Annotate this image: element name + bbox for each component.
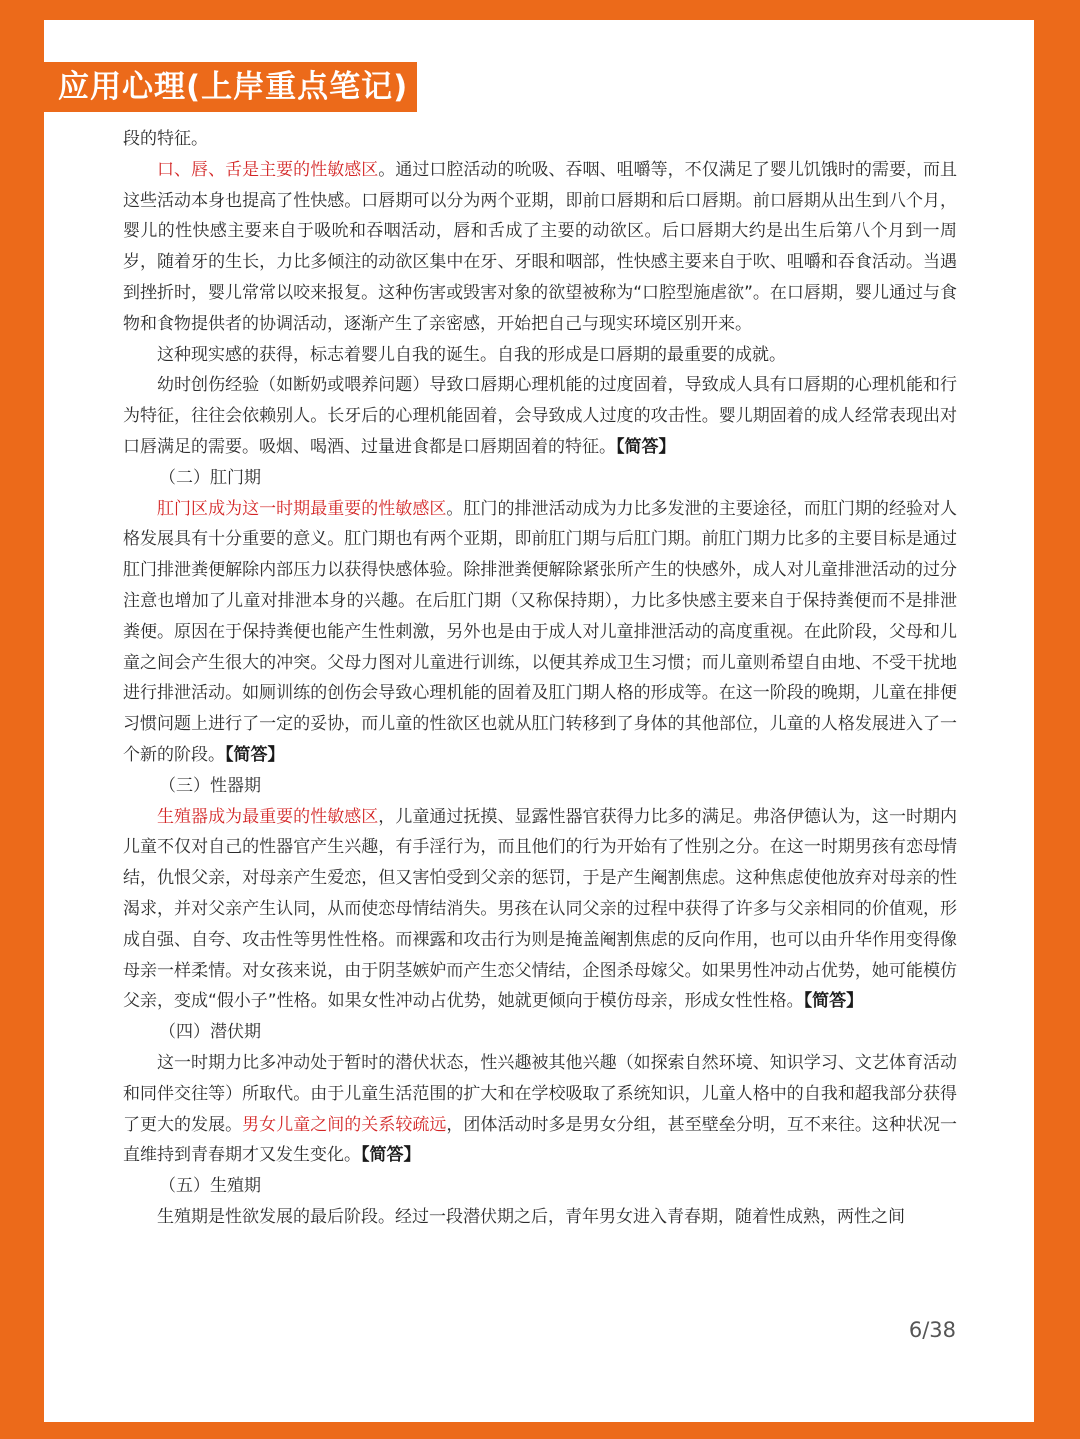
short-answer-tag: 【简答】 <box>361 1145 421 1166</box>
short-answer-tag: 【简答】 <box>616 436 676 457</box>
section-heading: （三）性器期 <box>159 775 261 796</box>
page-number: 6/38 <box>908 1318 956 1342</box>
key-point-highlight: 男女儿童之间的关系较疏远 <box>242 1114 447 1135</box>
paragraph: 这种现实感的获得，标志着婴儿自我的诞生。自我的形成是口唇期的最重要的成就。 <box>157 344 786 365</box>
paragraph: 这一时期力比多冲动处于暂时的潜伏状态，性兴趣被其他兴趣（如探索自然环境、知识学习、文艺体育活动和同伴交往等）所取代。由于儿童生活范围的扩大和在学校吸取了系统知识，儿童人格中的自我和超我部分获得了更大的发展。男女儿童之间的关系较疏远，团体活动时多是男女分组，甚至壁垒分明，互不来往。这种状况一直维持到青春期才又发生变化。【简答】 <box>123 1052 958 1166</box>
section-heading: （二）肛门期 <box>159 467 261 488</box>
key-point-highlight: 生殖器成为最重要的性敏感区 <box>157 806 379 827</box>
document-body <box>123 124 957 1233</box>
paragraph: 口、唇、舌是主要的性敏感区。通过口腔活动的吮吸、吞咽、咀嚼等，不仅满足了婴儿饥饿时的需要，而且这些活动本身也提高了性快感。口唇期可以分为两个亚期，即前口唇期和后口唇期。前口唇期从出生到八个月，婴儿的性快感主要来自于吸吮和吞咽活动，唇和舌成了主要的动欲区。后口唇期大约是出生后第八个月到一周岁，随着牙的生长，力比多倾注的动欲区集中在牙、牙眼和咽部，性快感主要来自于吹、咀嚼和吞食活动。当遇到挫折时，婴儿常常以咬来报复。这种伤害或毁害对象的欲望被称为“口腔型施虐欲”。在口唇期，婴儿通过与食物和食物提供者的协调活动，逐渐产生了亲密感，开始把自己与现实环境区别开来。 <box>123 159 958 334</box>
document-title: 应用心理(上岸重点笔记) <box>58 69 409 105</box>
paragraph: 肛门区成为这一时期最重要的性敏感区。肛门的排泄活动成为力比多发泄的主要途径，而肛门期的经验对人格发展具有十分重要的意义。肛门期也有两个亚期，即前肛门期与后肛门期。前肛门期力比多的主要目标是通过肛门排泄粪便解除内部压力以获得快感体验。除排泄粪便解除紧张所产生的快感外，成人对儿童排泄活动的过分注意也增加了儿童对排泄本身的兴趣。在后肛门期（又称保持期），力比多快感主要来自于保持粪便而不是排泄粪便。原因在于保持粪便也能产生性刺激，另外也是由于成人对儿童排泄活动的高度重视。在此阶段，父母和儿童之间会产生很大的冲突。父母力图对儿童进行训练，以便其养成卫生习惯；而儿童则希望自由地、不受干扰地进行排泄活动。如厕训练的创伤会导致心理机能的固着及肛门期人格的形成等。在这一阶段的晚期，儿童在排便习惯问题上进行了一定的妥协，而儿童的性欲区也就从肛门转移到了身体的其他部位，儿童的人格发展进入了一个新的阶段。【简答】 <box>123 498 958 765</box>
paragraph: 生殖器成为最重要的性敏感区，儿童通过抚摸、显露性器官获得力比多的满足。弗洛伊德认为，这一时期内儿童不仅对自己的性器官产生兴趣，有手淫行为，而且他们的行为开始有了性别之分。在这一时期男孩有恋母情结，仇恨父亲，对母亲产生爱恋，但又害怕受到父亲的惩罚，于是产生阉割焦虑。这种焦虑使他放弃对母亲的性渴求，并对父亲产生认同，从而使恋母情结消失。男孩在认同父亲的过程中获得了许多与父亲相同的价值观，形成自强、自夸、攻击性等男性性格。而裸露和攻击行为则是掩盖阉割焦虑的反向作用，也可以由升华作用变得像母亲一样柔情。对女孩来说，由于阴茎嫉妒而产生恋父情结，企图杀母嫁父。如果男性冲动占优势，她可能模仿父亲，变成“假小子”性格。如果女性冲动占优势，她就更倾向于模仿母亲，形成女性性格。【简答】 <box>123 806 958 1012</box>
short-answer-tag: 【简答】 <box>225 744 285 765</box>
paragraph: 幼时创伤经验（如断奶或喂养问题）导致口唇期心理机能的过度固着，导致成人具有口唇期的心理机能和行为特征，往往会依赖别人。长牙后的心理机能固着，会导致成人过度的攻击性。婴儿期固着的成人经常表现出对口唇满足的需要。吸烟、喝酒、过量进食都是口唇期固着的特征。【简答】 <box>123 375 957 457</box>
key-point-highlight: 肛门区成为这一时期最重要的性敏感区 <box>157 498 447 519</box>
document-page <box>44 20 1034 1422</box>
short-answer-tag: 【简答】 <box>803 991 864 1012</box>
paragraph: 段的特征。 <box>123 129 208 149</box>
key-point-highlight: 口、唇、舌是主要的性敏感区 <box>157 159 379 180</box>
paragraph: 生殖期是性欲发展的最后阶段。经过一段潜伏期之后，青年男女进入青春期，随着性成熟，两性之间 <box>157 1206 905 1227</box>
section-heading: （四）潜伏期 <box>159 1022 261 1043</box>
section-heading: （五）生殖期 <box>159 1176 261 1197</box>
title-banner <box>44 62 417 112</box>
